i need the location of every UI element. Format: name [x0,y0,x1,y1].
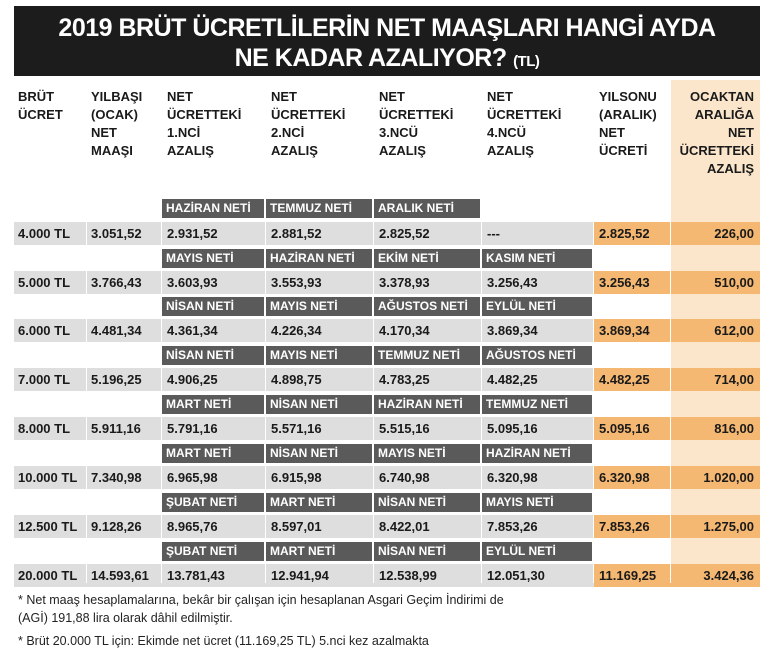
column-header: OCAKTAN ARALIĞA NET ÜCRETTEKİ AZALIŞ [679,89,754,176]
table-cell: 4.482,25 [487,372,538,387]
table-cell: 3.256,43 [599,275,650,290]
table-cell: 5.095,16 [487,421,538,436]
table-cell: 12.941,94 [271,568,329,583]
table-cell: 12.500 TL [18,519,78,534]
month-label: HAZİRAN NETİ [162,199,264,218]
table-cell: 12.538,99 [379,568,437,583]
table-cell: 612,00 [714,323,754,338]
column-divider [373,80,374,583]
table-cell: 4.000 TL [18,226,71,241]
column-header: YILSONU (ARALIK) NET ÜCRETİ [599,89,657,158]
month-label: NİSAN NETİ [374,493,480,512]
table-cell: 6.320,98 [599,470,650,485]
table-cell: 7.340,98 [91,470,142,485]
month-label: EKİM NETİ [374,249,480,268]
column-divider [86,80,87,583]
table-cell: 6.320,98 [487,470,538,485]
month-label: AĞUSTOS NETİ [482,346,592,365]
table-cell: 3.869,34 [599,323,650,338]
table-cell: 8.965,76 [167,519,218,534]
table-cell: 7.853,26 [487,519,538,534]
table-cell: 3.424,36 [703,568,754,583]
month-label: MAYIS NETİ [266,297,372,316]
table-cell: 1.020,00 [703,470,754,485]
month-label: NİSAN NETİ [162,346,264,365]
month-label: TEMMUZ NETİ [266,199,372,218]
table-cell: 4.226,34 [271,323,322,338]
table-cell: 8.000 TL [18,421,71,436]
column-divider [161,80,162,583]
month-label: HAZİRAN NETİ [266,249,372,268]
table-cell: 7.000 TL [18,372,71,387]
table-cell: 5.095,16 [599,421,650,436]
month-label: MAYIS NETİ [482,493,592,512]
title-line-2 [14,44,760,73]
table-cell: 3.051,52 [91,226,142,241]
title-line-2-text: NE KADAR AZALIYOR? [234,44,507,72]
month-label: TEMMUZ NETİ [482,395,592,414]
month-label: MAYIS NETİ [266,346,372,365]
month-label: NİSAN NETİ [162,297,264,316]
column-divider [593,80,594,583]
table-cell: 3.256,43 [487,275,538,290]
table-cell: 5.196,25 [91,372,142,387]
table-cell: 10.000 TL [18,470,78,485]
table-cell: 3.603,93 [167,275,218,290]
month-label: ŞUBAT NETİ [162,493,264,512]
month-label: HAZİRAN NETİ [374,395,480,414]
table-cell: 8.422,01 [379,519,430,534]
month-label: MART NETİ [266,542,372,561]
table-title [14,6,760,76]
table-cell: 3.869,34 [487,323,538,338]
month-label: ARALIK NETİ [374,199,480,218]
month-label: TEMMUZ NETİ [374,346,480,365]
footnote-2: (AGİ) 191,88 lira olarak dâhil edilmiştir. [18,611,233,625]
table-cell: 5.000 TL [18,275,71,290]
column-divider [481,80,482,583]
table-cell: 6.965,98 [167,470,218,485]
footnote-3: * Brüt 20.000 TL için: Ekimde net ücret (11.169,25 TL) 5.nci kez azalmakta [18,634,429,648]
table-cell: 1.275,00 [703,519,754,534]
table-cell: 4.898,75 [271,372,322,387]
table-cell: 13.781,43 [167,568,225,583]
table-cell: 2.825,52 [379,226,430,241]
column-header: YILBAŞI (OCAK) NET MAAŞI [91,89,143,158]
table-cell: --- [487,226,500,241]
table-cell: 5.911,16 [91,421,141,436]
month-label: EYLÜL NETİ [482,297,592,316]
month-label: AĞUSTOS NETİ [374,297,480,316]
table-cell: 7.853,26 [599,519,650,534]
column-header: BRÜT ÜCRET [18,89,63,122]
table-cell: 510,00 [714,275,754,290]
table-cell: 3.553,93 [271,275,322,290]
table-cell: 5.515,16 [379,421,430,436]
table-cell: 6.915,98 [271,470,322,485]
month-label: MART NETİ [266,493,372,512]
table-cell: 4.481,34 [91,323,142,338]
table-cell: 4.783,25 [379,372,430,387]
table-cell: 2.881,52 [271,226,322,241]
month-label: ŞUBAT NETİ [162,542,264,561]
month-label: MART NETİ [162,444,264,463]
column-divider [670,80,671,583]
table-cell: 3.766,43 [91,275,142,290]
month-label: NİSAN NETİ [266,395,372,414]
table-cell: 12.051,30 [487,568,545,583]
table-cell: 5.571,16 [271,421,322,436]
table-cell: 8.597,01 [271,519,322,534]
table-cell: 4.906,25 [167,372,218,387]
table-cell: 6.000 TL [18,323,71,338]
column-header: NET ÜCRETTEKİ 4.NCÜ AZALIŞ [487,89,562,158]
table-cell: 20.000 TL [18,568,78,583]
table-cell: 2.931,52 [167,226,218,241]
month-label: NİSAN NETİ [374,542,480,561]
table-cell: 4.361,34 [167,323,218,338]
month-label: EYLÜL NETİ [482,542,592,561]
month-label: MART NETİ [162,395,264,414]
column-header: NET ÜCRETTEKİ 3.NCÜ AZALIŞ [379,89,454,158]
month-label: NİSAN NETİ [266,444,372,463]
table-cell: 4.482,25 [599,372,650,387]
column-divider [265,80,266,583]
column-header: NET ÜCRETTEKİ 1.NCİ AZALIŞ [167,89,242,158]
month-label: MAYIS NETİ [162,249,264,268]
table-cell: 3.378,93 [379,275,430,290]
table-cell: 2.825,52 [599,226,650,241]
title-line-1: 2019 BRÜT ÜCRETLİLERİN NET MAAŞLARI HANGİ AYDA [58,14,716,42]
table-cell: 4.170,34 [379,323,430,338]
month-label: KASIM NETİ [482,249,592,268]
table-cell: 11.169,25 [599,568,657,583]
column-header: NET ÜCRETTEKİ 2.NCİ AZALIŞ [271,89,346,158]
table-cell: 5.791,16 [167,421,218,436]
month-label: MAYIS NETİ [374,444,480,463]
table-cell: 714,00 [714,372,754,387]
footnote-1: * Net maaş hesaplamalarına, bekâr bir çalışan için hesaplanan Asgari Geçim İndirimi de [18,593,504,607]
table-cell: 816,00 [714,421,754,436]
table-cell: 6.740,98 [379,470,430,485]
month-label: HAZİRAN NETİ [482,444,592,463]
table-cell: 226,00 [714,226,754,241]
table-cell: 9.128,26 [91,519,142,534]
table-cell: 14.593,61 [91,568,149,583]
title-unit: (TL) [513,53,540,70]
